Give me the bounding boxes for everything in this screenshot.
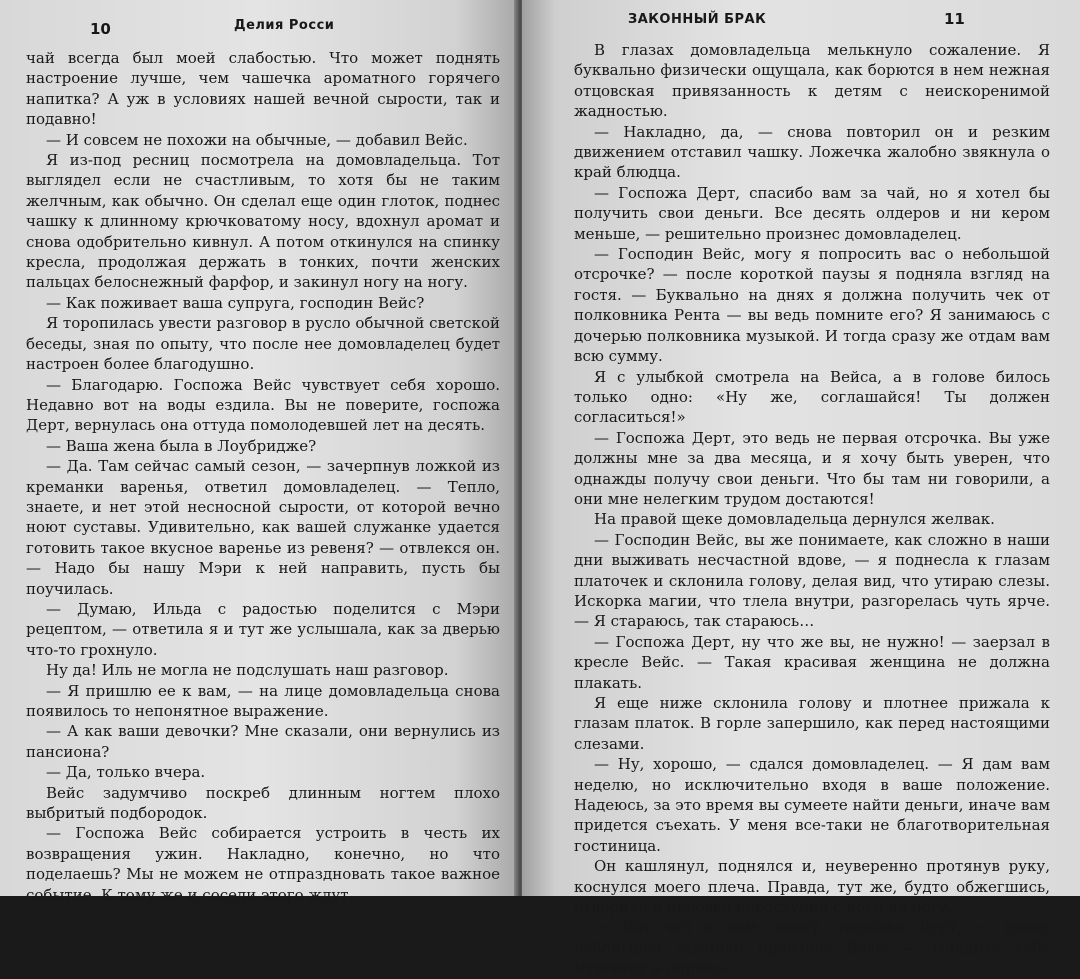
paragraph: — Ваша жена была в Лоубридже? xyxy=(46,436,317,455)
paragraph: Я из-под ресниц посмотрела на домовладельца. Тот выглядел если не счастливым, то хотя бы не таким желчным, как обычно. Он сделал еще один глоток, поднес чашку к длинному крючковатому носу, вдохнул аромат и снова одобрительно кивнул. А потом откинулся на спинку кресла, продолжая держать в тонких, почти женских пальцах белоснежный фарфор, и закинул ногу на ногу. xyxy=(26,151,500,292)
paragraph: — Да. Там сейчас самый сезон, — зачерпнув ложкой из креманки варенья, ответил домовладелец. — Тепло, знаете, и нет этой несносной сырости, от которой вечно ноют суставы. Удивительно, как вашей служанке удается готовить такое вкусное варенье из ревеня? — отвлекся он. — Надо бы нашу Мэри к ней направить, пусть бы поучилась. xyxy=(26,457,500,598)
paragraph: Вейс задумчиво поскреб длинным ногтем плохо выбритый подбородок. xyxy=(26,783,500,823)
paragraph: — Накладно, да, — снова повторил он и резким движением отставил чашку. Ложечка жалобно звякнула о край блюдца. xyxy=(574,122,1050,182)
paragraph: — Да, только вчера. xyxy=(46,763,206,782)
paragraph: чай всегда был моей слабостью. Что может поднять настроение лучше, чем чашечка ароматного горячего напитка? А уж в условиях нашей вечной сырости, так и подавно! xyxy=(26,49,500,129)
paragraph: На правой щеке домовладельца дернулся желвак. xyxy=(594,510,995,529)
paragraph: — Как поживает ваша супруга, господин Вейс? xyxy=(46,293,425,312)
paragraph: Я торопилась увести разговор в русло обычной светской беседы, зная по опыту, что после нее домовладелец будет настроен более благодушно. xyxy=(26,314,500,374)
paragraph: Он кашлянул, поднялся и, неуверенно протянув руку, коснулся моего плеча. Правда, тут же, будто обжегшись, отдернул и неловко переступил с ноги на ногу. xyxy=(574,857,1050,917)
paragraph: — Госпожа Вейс собирается устроить в честь их возвращения ужин. Накладно, конечно, но что поделаешь? Мы не можем не отпраздновать такое важное событие. К тому же и соседи этого ждут. xyxy=(26,824,500,904)
paragraph: Я еще ниже склонила голову и плотнее прижала к глазам платок. В горле запершило, как перед настоящими слезами. xyxy=(574,694,1050,753)
page-number: 11 xyxy=(944,10,965,28)
paragraph: — И совсем не похожи на обычные, — добавил Вейс. xyxy=(46,130,468,149)
page-number: 10 xyxy=(90,20,111,38)
paragraph: — А как ваши девочки? Мне сказали, они вернулись из пансиона? xyxy=(26,722,500,761)
paragraph: Я с улыбкой смотрела на Вейса, а в голове билось только одно: «Ну же, соглашайся! Ты должен согласиться!» xyxy=(574,367,1050,427)
paragraph: — Благодарю. Госпожа Вейс чувствует себя хорошо. Недавно вот на воды ездила. Вы не поверите, госпожа Дерт, вернулась она оттуда помолодевшей лет на десять. xyxy=(26,375,500,435)
paragraph: В глазах домовладельца мелькнуло сожаление. Я буквально физически ощущала, как борются в нем нежная отцовская привязанность к детям с неискоренимой жадностью. xyxy=(574,41,1050,121)
paragraph: — Думаю, Ильда с радостью поделится с Мэри рецептом, — ответила я и тут же услышала, как за дверью что-то грохнуло. xyxy=(26,599,500,659)
left-page xyxy=(0,0,518,904)
paragraph: — Госпожа Дерт, спасибо вам за чай, но я хотел бы получить свои деньги. Все десять олдеров и ни кером меньше, — решительно произнес домовладелец. xyxy=(574,183,1050,243)
right-page-body xyxy=(574,40,1050,979)
paragraph: — Господин Вейс, вы же понимаете, как сложно в наши дни выживать несчастной вдове, — я поднесла к глазам платочек и склонила голову, делая вид, что утираю слезы. Искорка магии, что тлела внутри, разгорелась чуть ярче. — Я стараюсь, так стараюсь… xyxy=(574,530,1050,631)
paragraph: — Вот что я вам скажу, госпожа Дерт, — после небольшой заминки произнес Вейс. — Найдите себе мужчину и перело- xyxy=(574,918,1050,978)
running-header-author: Делия Росси xyxy=(234,18,335,33)
paragraph: Ну да! Иль не могла не подслушать наш разговор. xyxy=(46,661,449,680)
right-page-header xyxy=(574,6,1050,40)
paragraph: — Госпожа Дерт, ну что же вы, не нужно! — заерзал в кресле Вейс. — Такая красивая женщина не должна плакать. xyxy=(574,632,1050,692)
left-page-body xyxy=(26,48,500,905)
paragraph: — Господин Вейс, могу я попросить вас о небольшой отсрочке? — после короткой паузы я подняла взгляд на гостя. — Буквально на днях я должна получить чек от полковника Рента — вы ведь помните его? Я занимаюсь с дочерью полковника музыкой. И тогда сразу же отдам вам всю сумму. xyxy=(574,245,1050,366)
left-page-header xyxy=(26,14,500,48)
paragraph: — Ну, хорошо, — сдался домовладелец. — Я дам вам неделю, но исключительно входя в ваше положение. Надеюсь, за это время вы сумеете найти деньги, иначе вам придется съехать. У меня все-таки не благотворительная гостиница. xyxy=(574,755,1050,855)
running-header-title: ЗАКОННЫЙ БРАК xyxy=(628,12,767,27)
right-page xyxy=(522,0,1080,978)
paragraph: — Госпожа Дерт, это ведь не первая отсрочка. Вы уже должны мне за два месяца, и я хочу быть уверен, что однажды получу свои деньги. Что бы там ни говорили, а они мне нелегким трудом достаются! xyxy=(574,428,1050,508)
paragraph: — Я пришлю ее к вам, — на лице домовладельца снова появилось то непонятное выражение. xyxy=(26,681,500,720)
